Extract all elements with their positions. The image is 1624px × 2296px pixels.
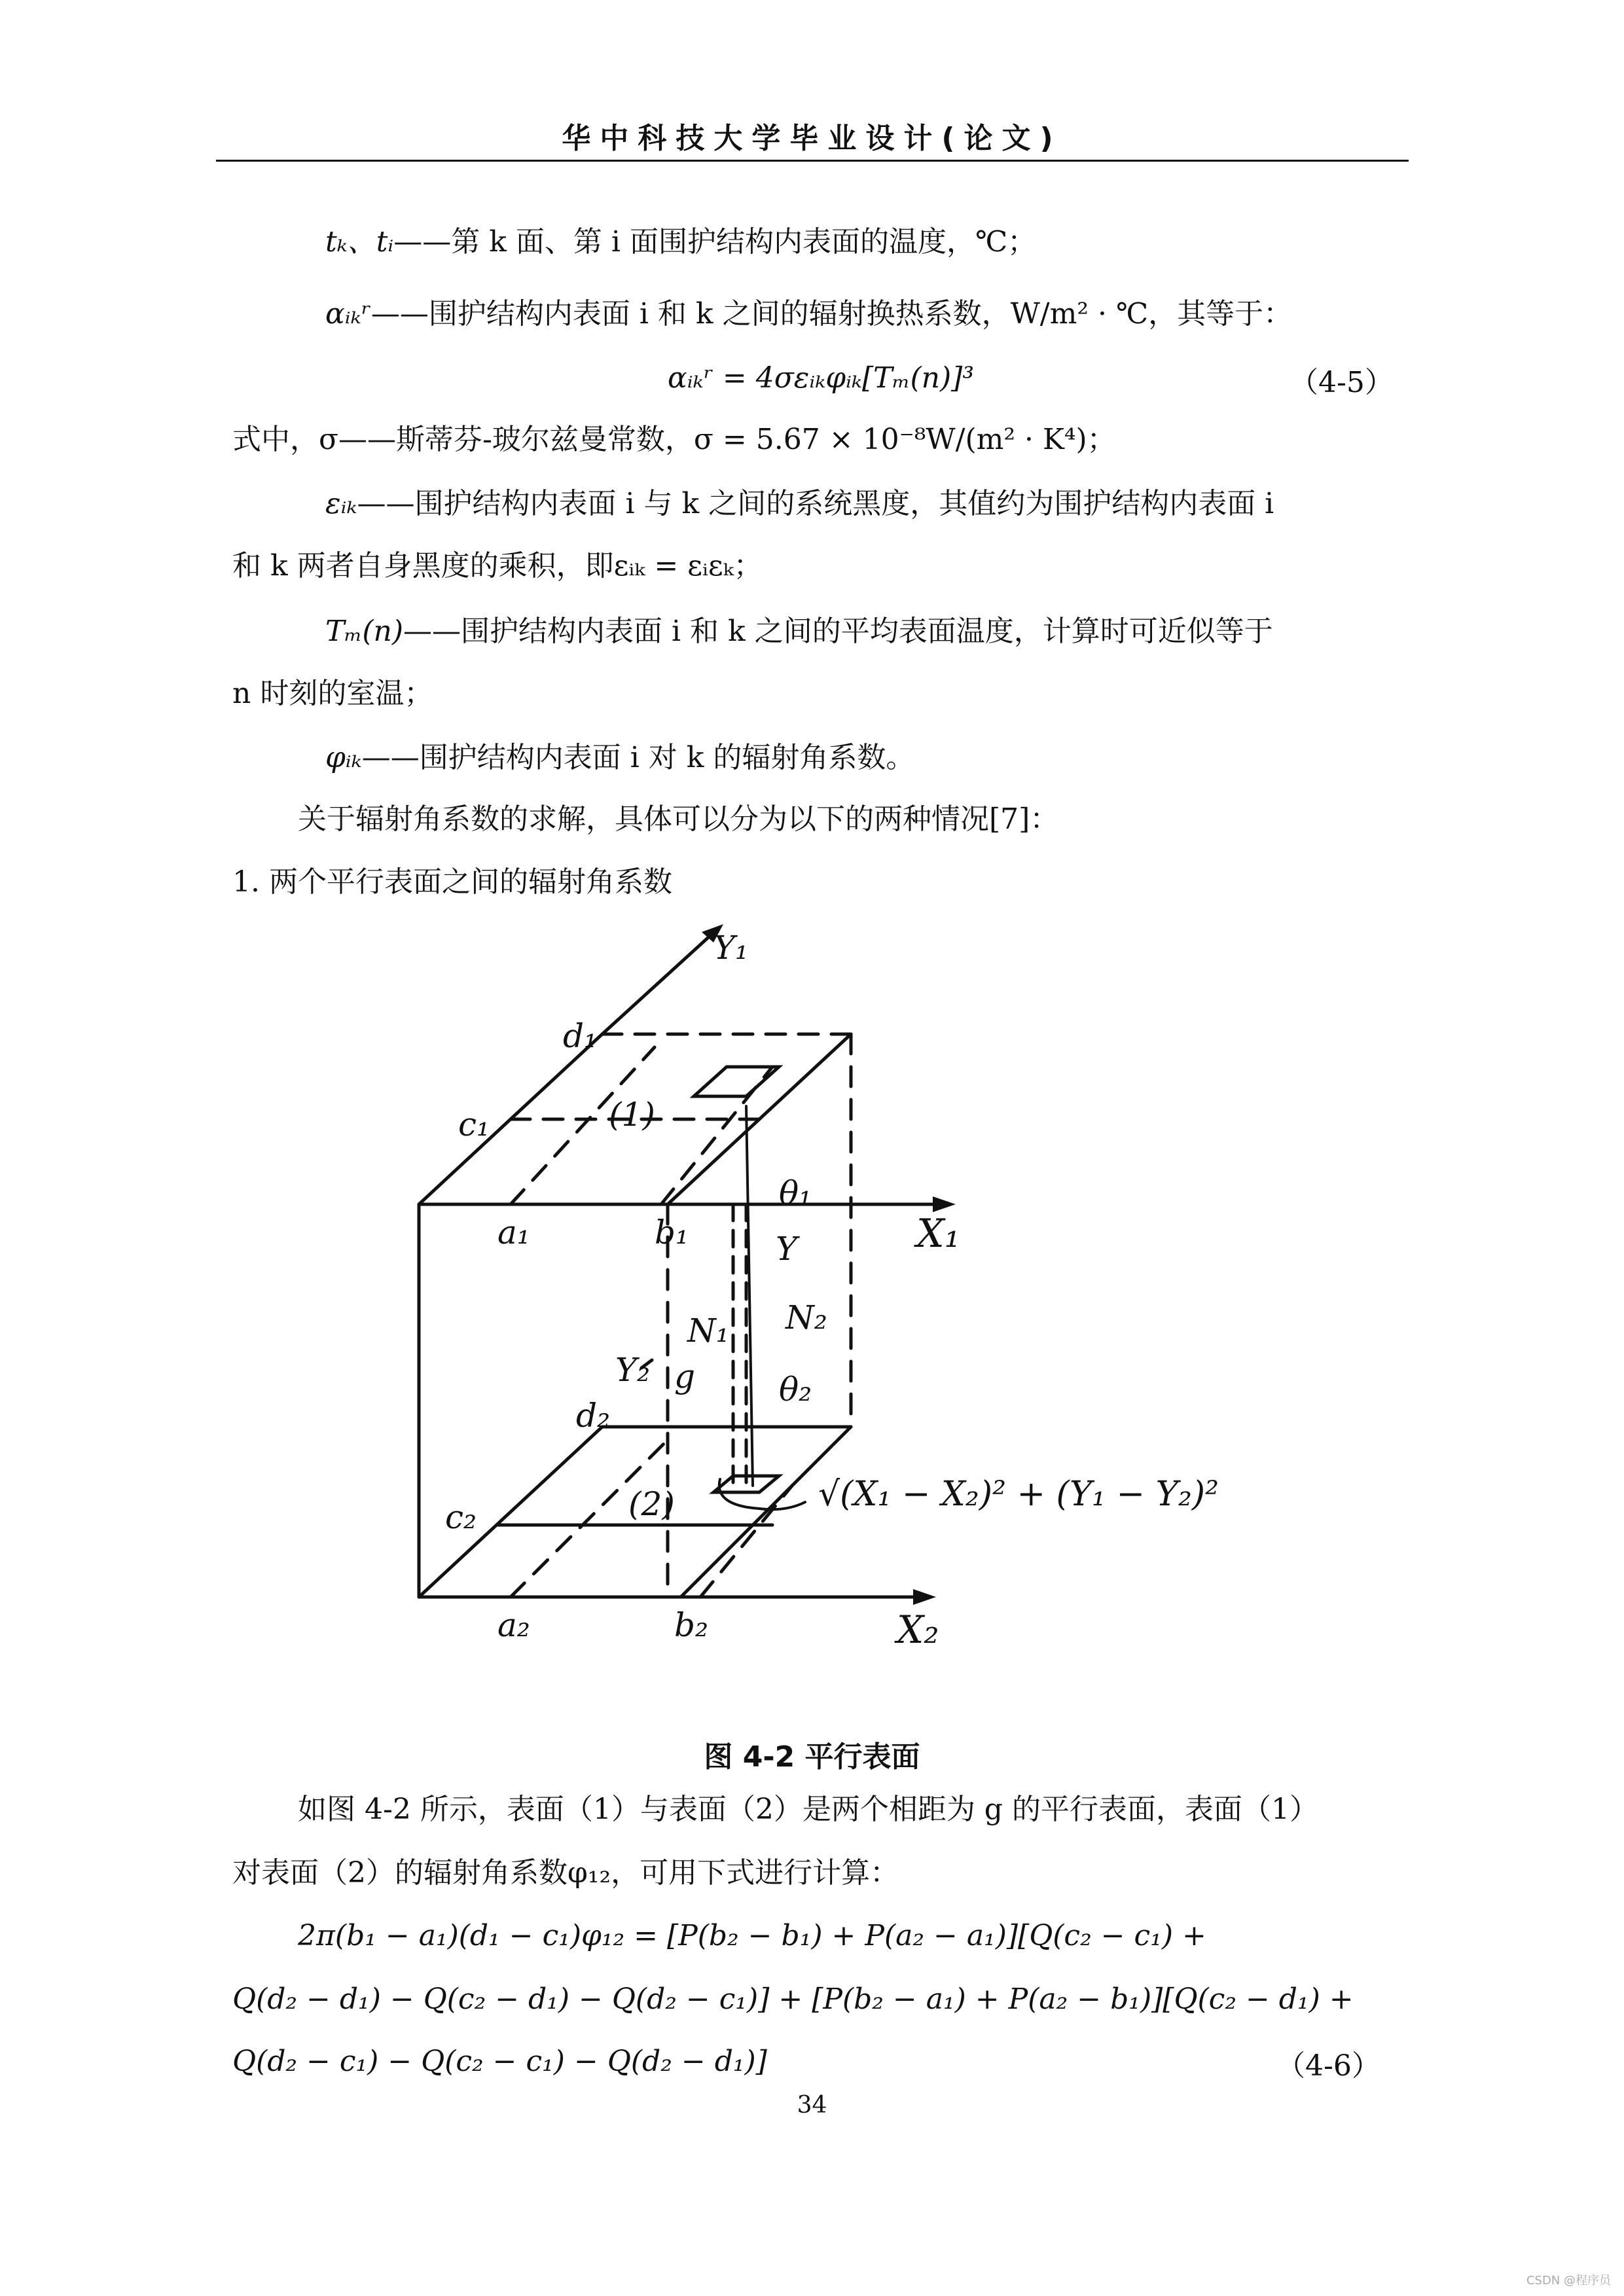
- label-N1: N₁: [687, 1312, 729, 1350]
- def-line-4: [325, 484, 1274, 524]
- label-d2: d₂: [576, 1397, 611, 1435]
- y1-axis: [602, 933, 713, 1034]
- def-line-2: [325, 295, 1292, 334]
- def-text-8: ——围护结构内表面 i 对 k 的辐射角系数。: [361, 741, 915, 774]
- paragraph-line-1: 如图 4-2 所示，表面（1）与表面（2）是两个相距为 g 的平行表面，表面（1）: [298, 1793, 1318, 1826]
- def-text-4: ——围护结构内表面 i 与 k 之间的系统黑度，其值约为围护结构内表面 i: [357, 487, 1274, 520]
- label-c2: c₂: [445, 1498, 477, 1536]
- surface1-element: [694, 1067, 779, 1096]
- def-text-6: ——围护结构内表面 i 和 k 之间的平均表面温度，计算时可近似等于: [403, 615, 1273, 648]
- paragraph-line-9: 关于辐射角系数的求解，具体可以分为以下的两种情况[7]：: [298, 802, 1059, 836]
- equation-4-6-line-2: Q(d₂ − d₁) − Q(c₂ − d₁) − Q(d₂ − c₁)] + [P(b₂ − a₁) + P(a₂ − b₁)][Q(c₂ − d₁) +: [232, 1982, 1354, 2016]
- def-line-7: n 时刻的室温；: [232, 677, 433, 710]
- figure-4-2-diagram: [0, 916, 1624, 1715]
- equation-4-6-line-1: 2π(b₁ − a₁)(d₁ − c₁)φ₁₂ = [P(b₂ − b₁) + P(a₂ − a₁)][Q(c₂ − c₁) +: [298, 1919, 1206, 1952]
- label-theta2: θ₂: [779, 1371, 812, 1408]
- label-g: g: [674, 1357, 696, 1395]
- def-line-1: [325, 223, 1036, 262]
- label-c1: c₁: [458, 1105, 490, 1143]
- label-X2: X₂: [897, 1607, 939, 1652]
- label-Y1: Y₁: [713, 929, 749, 967]
- def-text-2: ——围护结构内表面 i 和 k 之间的辐射换热系数，W/m² · ℃，其等于：: [370, 297, 1293, 331]
- label-theta1: θ₁: [779, 1174, 812, 1212]
- label-X1: X₁: [916, 1211, 960, 1257]
- symbol-t: tₖ、tᵢ: [325, 225, 394, 259]
- label-b2: b₂: [674, 1606, 709, 1644]
- paragraph-line-2: 对表面（2）的辐射角系数φ₁₂，可用下式进行计算：: [232, 1856, 899, 1890]
- def-line-5: 和 k 两者自身黑度的乘积，即εᵢₖ = εᵢεₖ；: [232, 549, 763, 583]
- symbol-epsilon: εᵢₖ: [325, 487, 357, 520]
- def-line-8: [325, 738, 914, 778]
- section-heading-1: 1. 两个平行表面之间的辐射角系数: [232, 865, 672, 899]
- label-a2: a₂: [497, 1606, 530, 1644]
- page-number: 34: [797, 2092, 827, 2119]
- label-N2: N₂: [785, 1299, 827, 1336]
- def-line-3: 式中，σ——斯蒂芬-玻尔兹曼常数，σ = 5.67 × 10⁻⁸W/(m² · K⁴)；: [232, 423, 1116, 456]
- label-a1: a₁: [497, 1213, 530, 1251]
- header-rule: [216, 160, 1409, 162]
- label-b1: b₁: [655, 1213, 689, 1251]
- x1-axis-arrow: [933, 1196, 956, 1212]
- equation-4-6-line-3: Q(d₂ − c₁) − Q(c₂ − c₁) − Q(d₂ − d₁)]: [232, 2045, 767, 2078]
- equation-number-4-5: （4-5）: [1290, 366, 1394, 399]
- label-d1: d₁: [563, 1017, 598, 1055]
- symbol-alpha: αᵢₖʳ: [325, 297, 371, 331]
- label-surface-2: (2): [628, 1485, 675, 1523]
- equation-number-4-6: （4-6）: [1276, 2049, 1380, 2083]
- b2-line: [700, 1486, 792, 1597]
- symbol-phi: φᵢₖ: [325, 741, 362, 774]
- x2-axis-arrow: [913, 1589, 936, 1605]
- symbol-Tm: Tₘ(n): [325, 615, 404, 648]
- equation-4-5: αᵢₖʳ = 4σεᵢₖφᵢₖ[Tₘ(n)]³: [668, 361, 974, 395]
- def-text-1: ——第 k 面、第 i 面围护结构内表面的温度，℃；: [393, 225, 1037, 259]
- label-formula: √(X₁ − X₂)² + (Y₁ − Y₂)²: [818, 1475, 1219, 1514]
- def-line-6: [325, 612, 1273, 651]
- figure-caption: 图 4-2 平行表面: [704, 1740, 920, 1774]
- label-Y: Y: [776, 1230, 798, 1268]
- label-surface-1: (1): [609, 1096, 655, 1134]
- label-Y2: Y₂: [615, 1351, 651, 1389]
- watermark: CSDN @程序员: [1526, 2274, 1611, 2287]
- document-header: 华中科技大学毕业设计(论文): [562, 122, 1062, 155]
